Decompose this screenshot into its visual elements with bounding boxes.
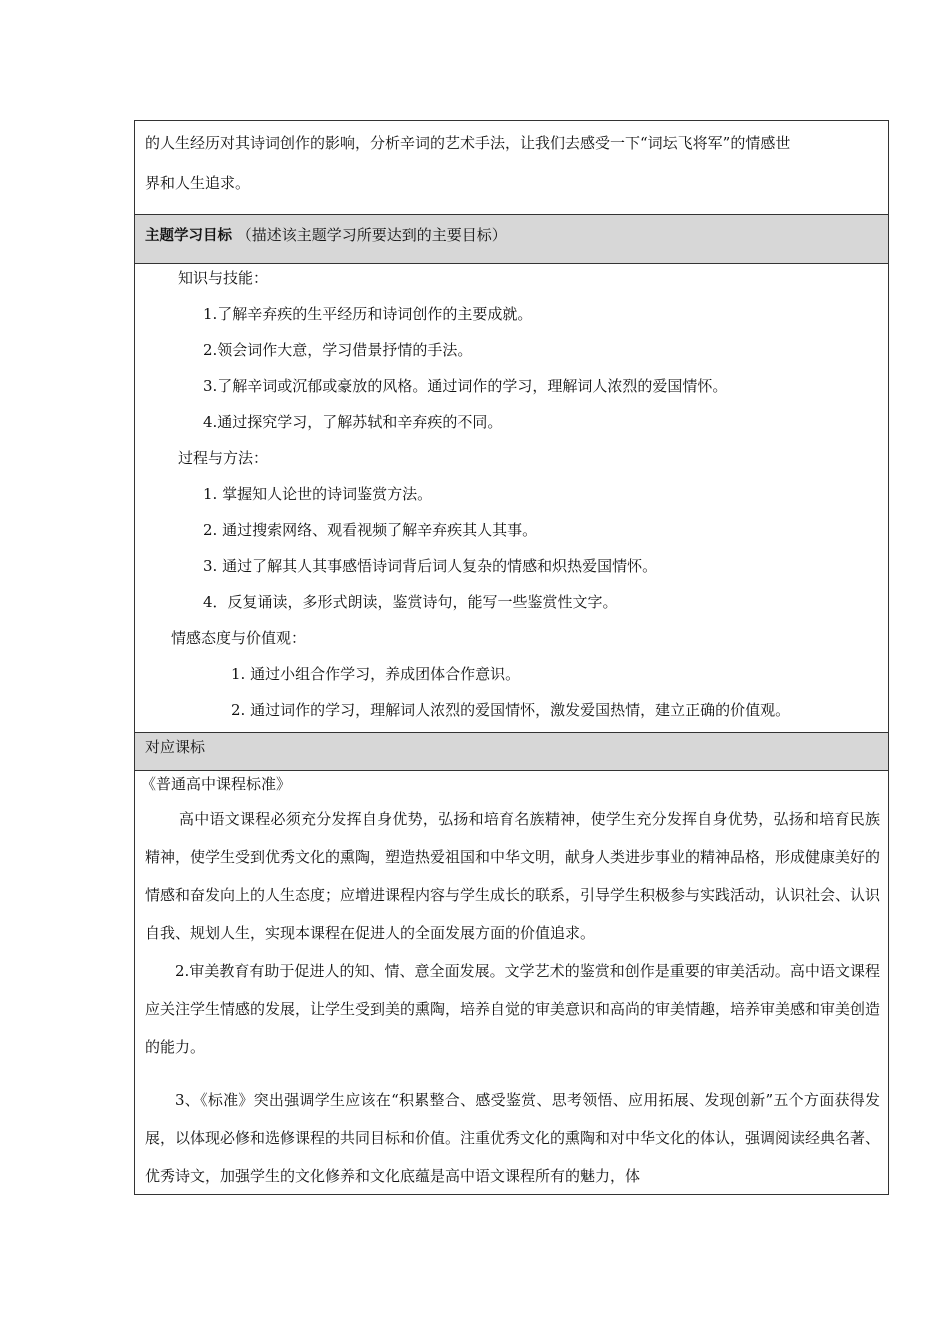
values-heading: 情感态度与价值观： [171, 629, 307, 647]
knowledge-item: 1.了解辛弃疾的生平经历和诗词创作的主要成就。 [203, 305, 533, 323]
process-item: 3. 通过了解其人其事感悟诗词背后词人复杂的情感和炽热爱国情怀。 [203, 557, 658, 575]
standards-paragraph-3: 3、《标准》突出强调学生应该在“积累整合、感受鉴赏、思考领悟、应用拓展、发现创新”五个方面获得发展，以体现必修和选修课程的共同目标和价值。注重优秀文化的熏陶和对中华文化的体认，强调阅读经典名著、优秀诗文，加强学生的文化修养和文化底蕴是高中语文课程所有的魅力，体 [145, 1091, 881, 1185]
process-item: 4．反复诵读，多形式朗读，鉴赏诗句，能写一些鉴赏性文字。 [203, 593, 618, 611]
intro-line-1: 的人生经历对其诗词创作的影响，分析辛词的艺术手法，让我们去感受一下“词坛飞将军”的情感世 [145, 134, 791, 152]
process-item: 2. 通过搜索网络、观看视频了解辛弃疾其人其事。 [203, 521, 538, 539]
values-item: 2. 通过词作的学习，理解词人浓烈的爱国情怀，激发爱国热情，建立正确的价值观。 [231, 701, 791, 719]
standards-header-title: 对应课标 [145, 738, 206, 756]
intro-line-2: 界和人生追求。 [145, 174, 251, 192]
values-item: 1. 通过小组合作学习，养成团体合作意识。 [231, 665, 521, 683]
objectives-header-title: 主题学习目标 [145, 228, 232, 244]
knowledge-item: 3.了解辛词或沉郁或豪放的风格。通过词作的学习，理解词人浓烈的爱国情怀。 [203, 377, 728, 395]
objectives-header [135, 215, 888, 263]
lesson-plan-table [134, 120, 889, 1195]
standards-paragraph-2: 2.审美教育有助于促进人的知、情、意全面发展。文学艺术的鉴赏和创作是重要的审美活动。高中语文课程应关注学生情感的发展，让学生受到美的熏陶，培养自觉的审美意识和高尚的审美情趣，培养审美感和审美创造的能力。 [145, 962, 881, 1056]
knowledge-item: 2.领会词作大意，学习借景抒情的手法。 [203, 341, 473, 359]
knowledge-item: 4.通过探究学习，了解苏轼和辛弃疾的不同。 [203, 413, 503, 431]
knowledge-heading: 知识与技能： [178, 269, 269, 287]
standards-paragraph-1: 高中语文课程必须充分发挥自身优势，弘扬和培育名族精神，使学生充分发挥自身优势，弘扬和培育民族精神，使学生受到优秀文化的熏陶，塑造热爱祖国和中华文明，献身人类进步事业的精神品格，形成健康美好的情感和奋发向上的人生态度；应增进课程内容与学生成长的联系，引导学生积极参与实践活动，认识社会、认识自我、规划人生，实现本课程在促进人的全面发展方面的价值追求。 [145, 810, 881, 942]
standards-body [135, 771, 888, 1195]
process-heading: 过程与方法： [178, 449, 269, 467]
objectives-header-note: （描述该主题学习所要达到的主要目标） [236, 226, 507, 244]
standards-header [135, 733, 888, 770]
process-item: 1. 掌握知人论世的诗词鉴赏方法。 [203, 485, 433, 503]
objectives-body [135, 264, 888, 732]
intro-row [135, 121, 888, 214]
standards-doc-title: 《普通高中课程标准》 [141, 775, 292, 793]
